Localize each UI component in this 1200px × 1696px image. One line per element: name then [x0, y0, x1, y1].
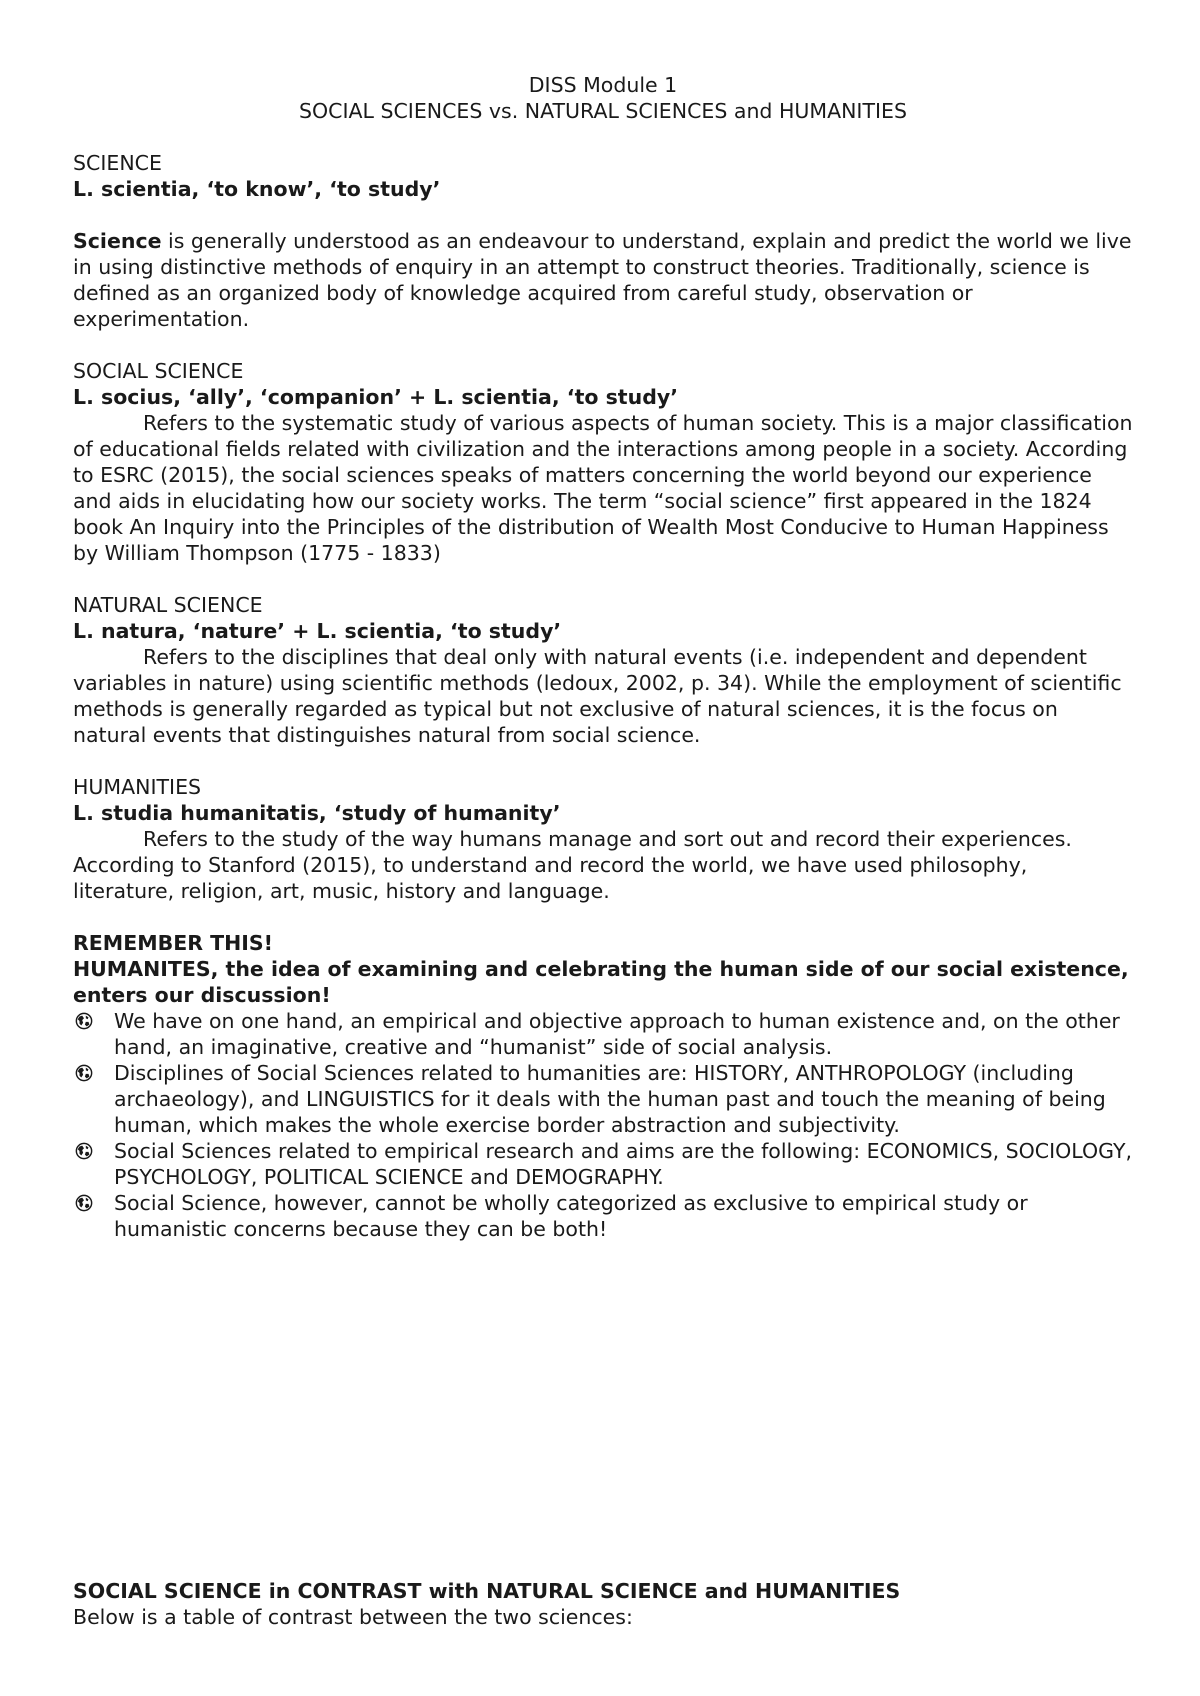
natural-science-body: Refers to the disciplines that deal only with natural events (i.e. independent and dependent variables in nature) using scientific methods (ledoux, 2002, p. 34). While the employment of scientific methods is generally regarded as typical but not exclusive of natural sciences, it is the focus on natural events that distinguishes natural from social science. [73, 645, 1122, 747]
social-science-body: Refers to the systematic study of various aspects of human society. This is a major classification of educational fields related with civilization and the interactions among people in a society. According to ESRC (2015), the social sciences speaks of matters concerning the world beyond our experience and aids in elucidating how our society works. The term “social science” first appeared in the 1824 book An Inquiry into the Principles of the distribution of Wealth Most Conducive to Human Happiness by William Thompson (1775 - 1833) [73, 411, 1133, 565]
social-science-section [73, 358, 1133, 566]
list-item [73, 1138, 1133, 1190]
bullet-text: Disciplines of Social Sciences related to humanities are: HISTORY, ANTHROPOLOGY (including archaeology), and LINGUISTICS for it deals with the human past and touch the meaning of being human, which makes the whole exercise border abstraction and subjectivity. [114, 1061, 1106, 1137]
remember-heading: REMEMBER THIS! [73, 931, 274, 955]
natural-science-heading: NATURAL SCIENCE [73, 593, 263, 617]
science-section [73, 150, 1133, 332]
natural-science-section [73, 592, 1133, 748]
document-header [73, 72, 1133, 124]
humanities-body: Refers to the study of the way humans manage and sort out and record their experiences. According to Stanford (2015), to understand and record the world, we have used philosophy, literature, religion, art, music, history and language. [73, 827, 1072, 903]
document-title: SOCIAL SCIENCES vs. NATURAL SCIENCES and HUMANITIES [298, 99, 908, 123]
remember-list [73, 1008, 1133, 1242]
remember-section [73, 930, 1133, 1242]
globe-icon [75, 1194, 93, 1212]
contrast-heading: SOCIAL SCIENCE in CONTRAST with NATURAL SCIENCE and HUMANITIES [73, 1579, 901, 1603]
bullet-text: Social Sciences related to empirical research and aims are the following: ECONOMICS, SOCIOLOGY, PSYCHOLOGY, POLITICAL SCIENCE and DEMOGRAPHY. [114, 1139, 1133, 1189]
contrast-intro: Below is a table of contrast between the two sciences: [73, 1605, 633, 1629]
natural-science-etymology: L. natura, ‘nature’ + L. scientia, ‘to study’ [73, 619, 562, 643]
science-heading: SCIENCE [73, 151, 162, 175]
remember-lead: HUMANITES, the idea of examining and celebrating the human side of our social existence, enters our discussion! [73, 957, 1129, 1007]
science-etymology: L. scientia, ‘to know’, ‘to study’ [73, 177, 441, 201]
bullet-text: Social Science, however, cannot be wholly categorized as exclusive to empirical study or humanistic concerns because they can be both! [114, 1191, 1028, 1241]
science-paragraph [73, 228, 1133, 332]
humanities-etymology: L. studia humanitatis, ‘study of humanity’ [73, 801, 561, 825]
humanities-section [73, 774, 1133, 904]
contrast-section [73, 1578, 1133, 1630]
social-science-etymology: L. socius, ‘ally’, ‘companion’ + L. scientia, ‘to study’ [73, 385, 679, 409]
bullet-text: We have on one hand, an empirical and objective approach to human existence and, on the other hand, an imaginative, creative and “humanist” side of social analysis. [114, 1009, 1120, 1059]
humanities-heading: HUMANITIES [73, 775, 202, 799]
list-item [73, 1060, 1133, 1138]
science-body: is generally understood as an endeavour to understand, explain and predict the world we live in using distinctive methods of enquiry in an attempt to construct theories. Traditionally, science is defined as an organized body of knowledge acquired from careful study, observation or experimentation. [73, 229, 1132, 331]
list-item [73, 1190, 1133, 1242]
globe-icon [75, 1142, 93, 1160]
module-label: DISS Module 1 [528, 73, 678, 97]
list-item [73, 1008, 1133, 1060]
globe-icon [75, 1012, 93, 1030]
social-science-heading: SOCIAL SCIENCE [73, 359, 244, 383]
science-term: Science [73, 229, 162, 253]
globe-icon [75, 1064, 93, 1082]
document-page [73, 72, 1133, 1242]
